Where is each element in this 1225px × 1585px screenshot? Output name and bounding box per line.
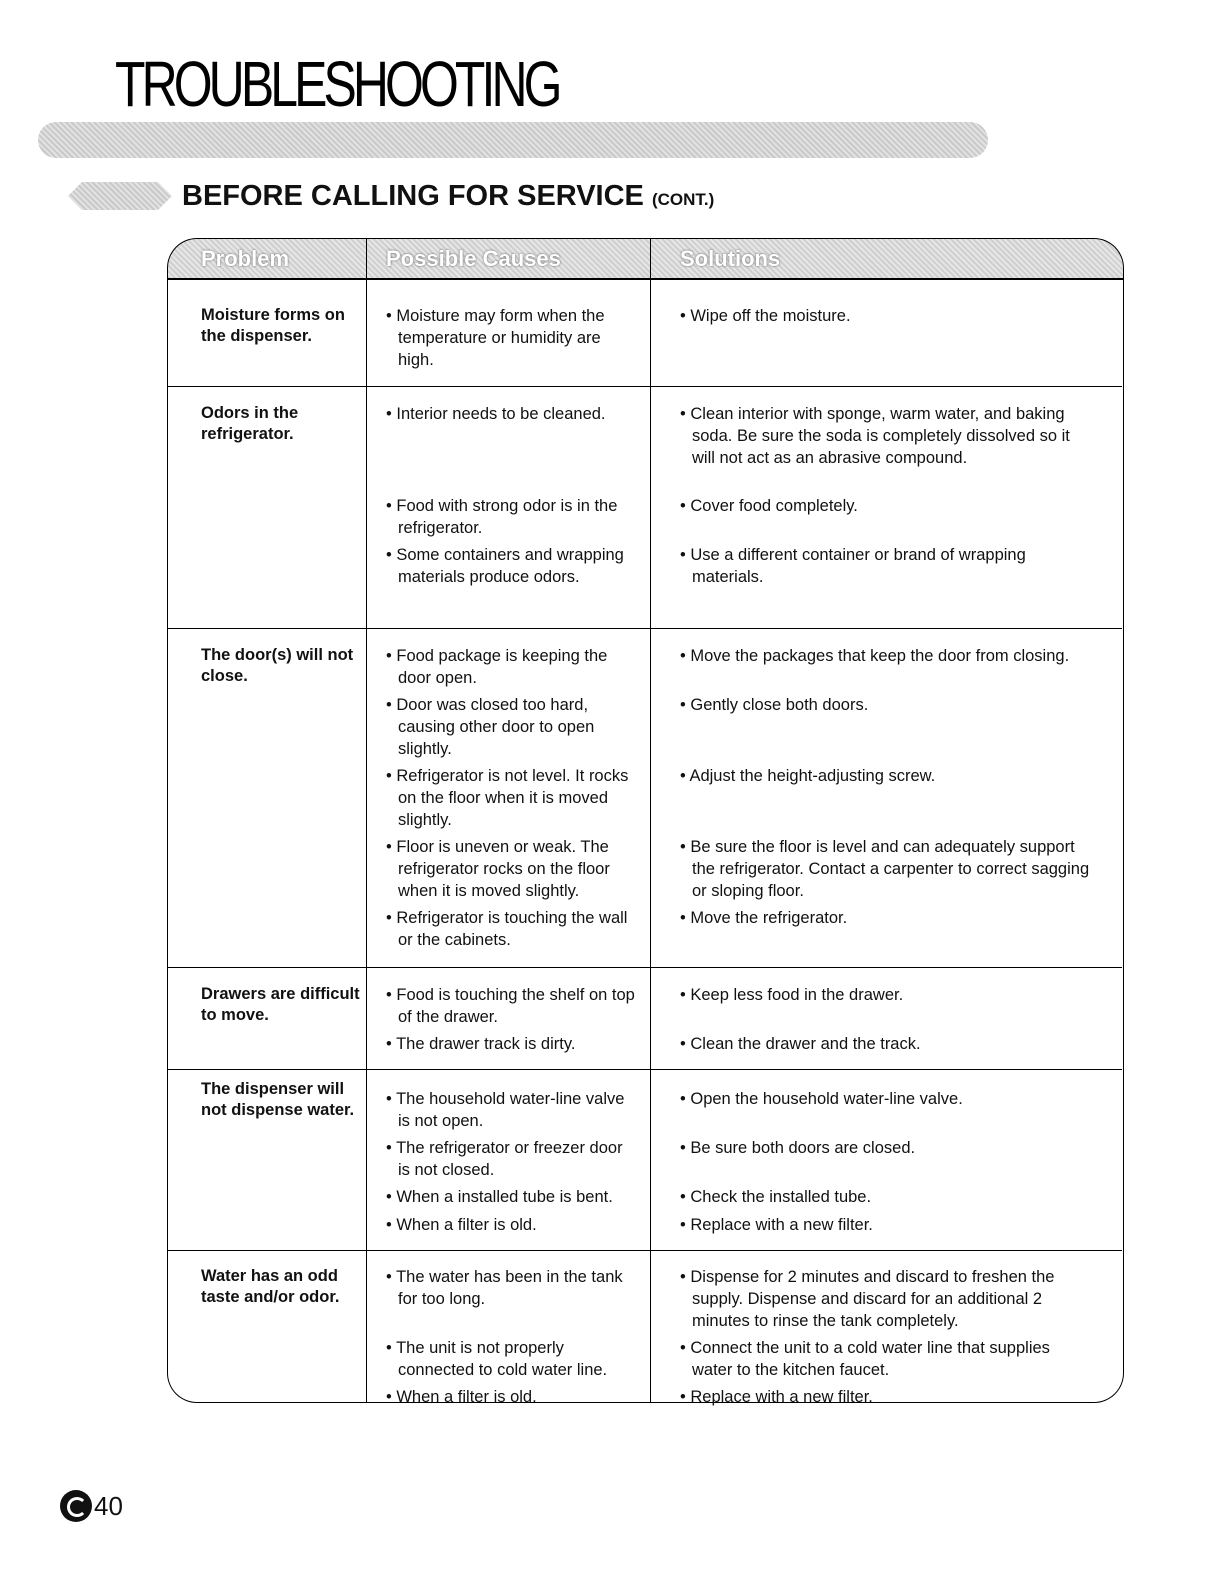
section-pill bbox=[68, 182, 172, 210]
cause-item: • The unit is not properly connected to cold water line. bbox=[386, 1339, 608, 1379]
problem-cell: The dispenser will not dispense water. bbox=[201, 1080, 355, 1119]
cause-item: • The drawer track is dirty. bbox=[386, 1035, 576, 1053]
section-suffix: (CONT.) bbox=[651, 190, 715, 209]
page-footer bbox=[60, 1490, 123, 1522]
table-header bbox=[167, 238, 1124, 278]
troubleshooting-table bbox=[167, 238, 1124, 1406]
header-divider bbox=[366, 239, 367, 278]
problem-cell: Water has an odd taste and/or odor. bbox=[201, 1267, 340, 1306]
cause-item: • Food package is keeping the door open. bbox=[386, 647, 608, 687]
cause-item: • Floor is uneven or weak. The refrigerator rocks on the floor when it is moved slightly. bbox=[386, 838, 610, 900]
cause-item: • Interior needs to be cleaned. bbox=[386, 405, 606, 423]
solution-item: • Cover food completely. bbox=[680, 497, 858, 515]
cause-item: • Refrigerator is touching the wall or the cabinets. bbox=[386, 909, 628, 949]
solution-item: • Move the refrigerator. bbox=[680, 909, 848, 927]
problem-cell: Odors in the refrigerator. bbox=[201, 404, 299, 443]
section-title bbox=[182, 180, 714, 213]
solution-item: • Be sure both doors are closed. bbox=[680, 1139, 916, 1157]
header-causes: Possible Causes bbox=[386, 246, 561, 271]
lg-logo-icon bbox=[60, 1490, 92, 1522]
title-bar bbox=[38, 122, 988, 158]
row-divider bbox=[168, 967, 1122, 968]
cause-item: • The refrigerator or freezer door is not closed. bbox=[386, 1139, 623, 1179]
row-divider bbox=[168, 1250, 1122, 1251]
solution-item: • Gently close both doors. bbox=[680, 696, 869, 714]
row-divider bbox=[168, 1069, 1122, 1070]
solution-item: • Clean interior with sponge, warm water, and baking soda. Be sure the soda is completely dissolved so it will not act as an abrasive compound. bbox=[680, 405, 1070, 467]
solution-item: • Open the household water-line valve. bbox=[680, 1090, 963, 1108]
page-number: 40 bbox=[94, 1490, 123, 1521]
cause-item: • The household water-line valve is not open. bbox=[386, 1090, 625, 1130]
cause-item: • Food with strong odor is in the refrigerator. bbox=[386, 497, 618, 537]
problem-cell: Drawers are difficult to move. bbox=[201, 985, 360, 1024]
row-divider bbox=[168, 628, 1122, 629]
row-divider bbox=[168, 386, 1122, 387]
column-divider bbox=[366, 280, 367, 1402]
cause-item: • The water has been in the tank for too long. bbox=[386, 1268, 623, 1308]
solution-item: • Clean the drawer and the track. bbox=[680, 1035, 921, 1053]
cause-item: • Some containers and wrapping materials produce odors. bbox=[386, 546, 624, 586]
table-body bbox=[167, 278, 1124, 1406]
solution-item: • Be sure the floor is level and can adequately support the refrigerator. Contact a carpenter to correct sagging or sloping floor. bbox=[680, 838, 1090, 900]
solution-item: • Move the packages that keep the door from closing. bbox=[680, 647, 1070, 665]
header-solutions: Solutions bbox=[680, 246, 781, 271]
cause-item: • Door was closed too hard, causing other door to open slightly. bbox=[386, 696, 595, 758]
column-divider bbox=[650, 280, 651, 1402]
section-title-text: BEFORE CALLING FOR SERVICE bbox=[182, 180, 644, 212]
cause-item: • When a filter is old. bbox=[386, 1216, 537, 1234]
solution-item: • Connect the unit to a cold water line that supplies water to the kitchen faucet. bbox=[680, 1339, 1050, 1379]
solution-item: • Keep less food in the drawer. bbox=[680, 986, 904, 1004]
cause-item: • When a installed tube is bent. bbox=[386, 1188, 613, 1206]
solution-item: • Use a different container or brand of wrapping materials. bbox=[680, 546, 1026, 586]
cause-item: • Moisture may form when the temperature or humidity are high. bbox=[386, 307, 605, 369]
page-title: TROUBLESHOOTING bbox=[115, 48, 559, 120]
problem-cell: The door(s) will not close. bbox=[201, 646, 354, 685]
solution-item: • Dispense for 2 minutes and discard to freshen the supply. Dispense and discard for an additional 2 minutes to rinse the tank completely. bbox=[680, 1268, 1055, 1330]
solution-item: • Replace with a new filter. bbox=[680, 1388, 873, 1406]
problem-cell: Moisture forms on the dispenser. bbox=[201, 306, 345, 345]
solution-item: • Replace with a new filter. bbox=[680, 1216, 873, 1234]
cause-item: • Food is touching the shelf on top of the drawer. bbox=[386, 986, 635, 1026]
solution-item: • Check the installed tube. bbox=[680, 1188, 872, 1206]
cause-item: • When a filter is old. bbox=[386, 1388, 537, 1406]
cause-item: • Refrigerator is not level. It rocks on the floor when it is moved slightly. bbox=[386, 767, 629, 829]
solution-item: • Wipe off the moisture. bbox=[680, 307, 851, 325]
header-divider bbox=[650, 239, 651, 278]
header-problem: Problem bbox=[201, 246, 290, 271]
solution-item: • Adjust the height-adjusting screw. bbox=[680, 767, 936, 785]
